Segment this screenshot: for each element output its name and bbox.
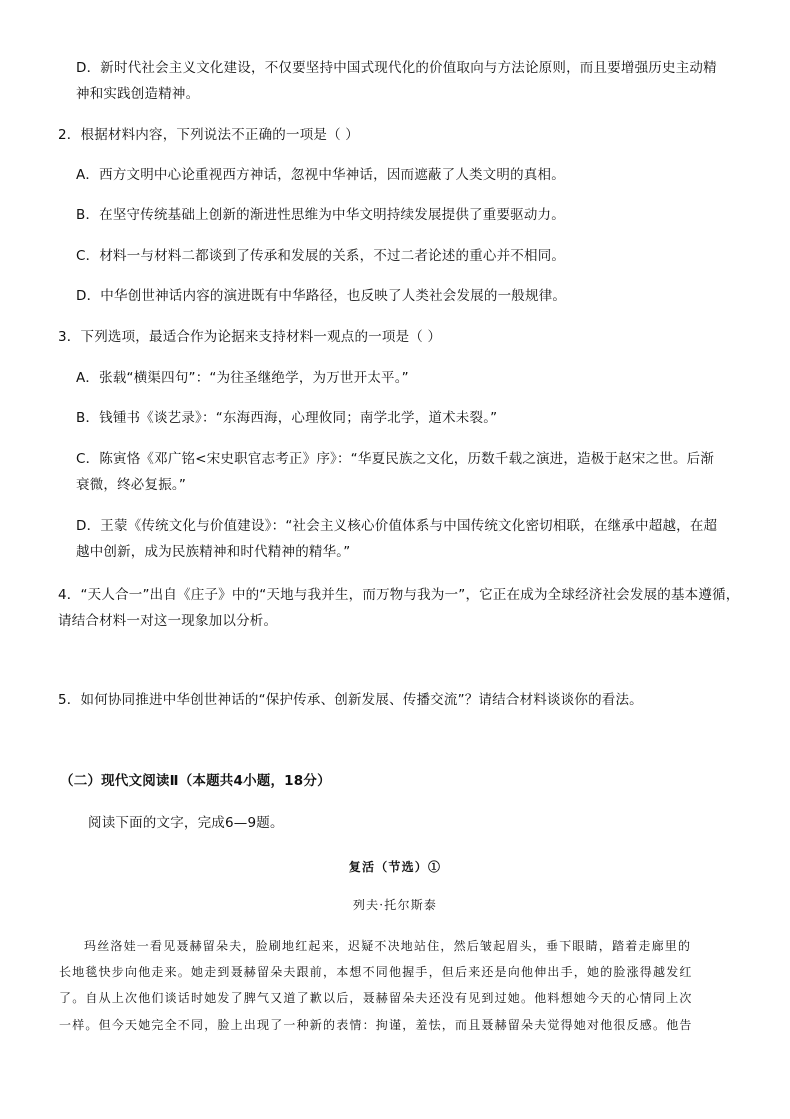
- q1-option-d-line2: 神和实践创造精神。: [76, 86, 200, 102]
- section-2-instruction: 阅读下面的文字，完成6—9题。: [88, 815, 284, 831]
- q3-option-d-line2: 越中创新，成为民族精神和时代精神的精华。”: [76, 544, 351, 560]
- q2-option-d: D．中华创世神话内容的演进既有中华路径，也反映了人类社会发展的一般规律。: [76, 288, 567, 304]
- q3-option-c-line1: C．陈寅恪《邓广铭<宋史职官志考正》序》：“华夏民族之文化，历数千载之演进，造极于赵宋之世。后渐: [76, 451, 715, 467]
- q3-option-a: A．张载“横渠四句”：“为往圣继绝学，为万世开太平。”: [76, 370, 409, 386]
- q2-option-a: A．西方文明中心论重视西方神话，忽视中华神话，因而遮蔽了人类文明的真相。: [76, 167, 565, 183]
- section-2-heading: （二）现代文阅读Ⅱ（本题共4小题，18分）: [60, 773, 331, 789]
- q2-option-c: C．材料一与材料二都谈到了传承和发展的关系，不过二者论述的重心并不相同。: [76, 248, 566, 264]
- q5-line1: 5．如何协同推进中华创世神话的“保护传承、创新发展、传播交流”？请结合材料谈谈你的看法。: [58, 692, 643, 708]
- q3-stem: 3．下列选项，最适合作为论据来支持材料一观点的一项是（ ）: [58, 329, 442, 345]
- passage-title: 复活（节选）①: [348, 860, 442, 874]
- q2-stem: 2．根据材料内容，下列说法不正确的一项是（ ）: [58, 127, 359, 143]
- passage-author: 列夫·托尔斯泰: [352, 898, 438, 912]
- q1-option-d-line1: D．新时代社会主义文化建设，不仅要坚持中国式现代化的价值取向与方法论原则，而且要增强历史主动精: [76, 60, 717, 76]
- q3-option-b: B．钱锺书《谈艺录》：“东海西海，心理攸同；南学北学，道术未裂。”: [76, 410, 498, 426]
- passage-line: 长地毯快步向他走来。她走到聂赫留朵夫跟前，本想不同他握手，但后来还是向他伸出手，她的脸涨得越发红: [59, 965, 693, 979]
- passage-line: 了。自从上次他们谈话时她发了脾气又道了歉以后，聂赫留朵夫还没有见到过她。他料想她今天的心情同上次: [59, 991, 693, 1005]
- q2-option-b: B．在坚守传统基础上创新的渐进性思维为中华文明持续发展提供了重要驱动力。: [76, 207, 565, 223]
- q3-option-c-line2: 衰微，终必复振。”: [76, 477, 187, 493]
- passage-line: 玛丝洛娃一看见聂赫留朵夫，脸刷地红起来，迟疑不决地站住，然后皱起眉头，垂下眼睛，踏着走廊里的: [84, 939, 692, 953]
- q4-line2: 请结合材料一对这一现象加以分析。: [58, 613, 278, 629]
- passage-line: 一样。但今天她完全不同，脸上出现了一种新的表情：拘谨，羞怯，而且聂赫留朵夫觉得她对他很反感。他告: [59, 1018, 693, 1032]
- q4-line1: 4．“天人合一”出自《庄子》中的“天地与我并生，而万物与我为一”，它正在成为全球经济社会发展的基本遵循，: [58, 587, 740, 603]
- q3-option-d-line1: D．王蒙《传统文化与价值建设》：“社会主义核心价值体系与中国传统文化密切相联，在继承中超越，在超: [76, 518, 718, 534]
